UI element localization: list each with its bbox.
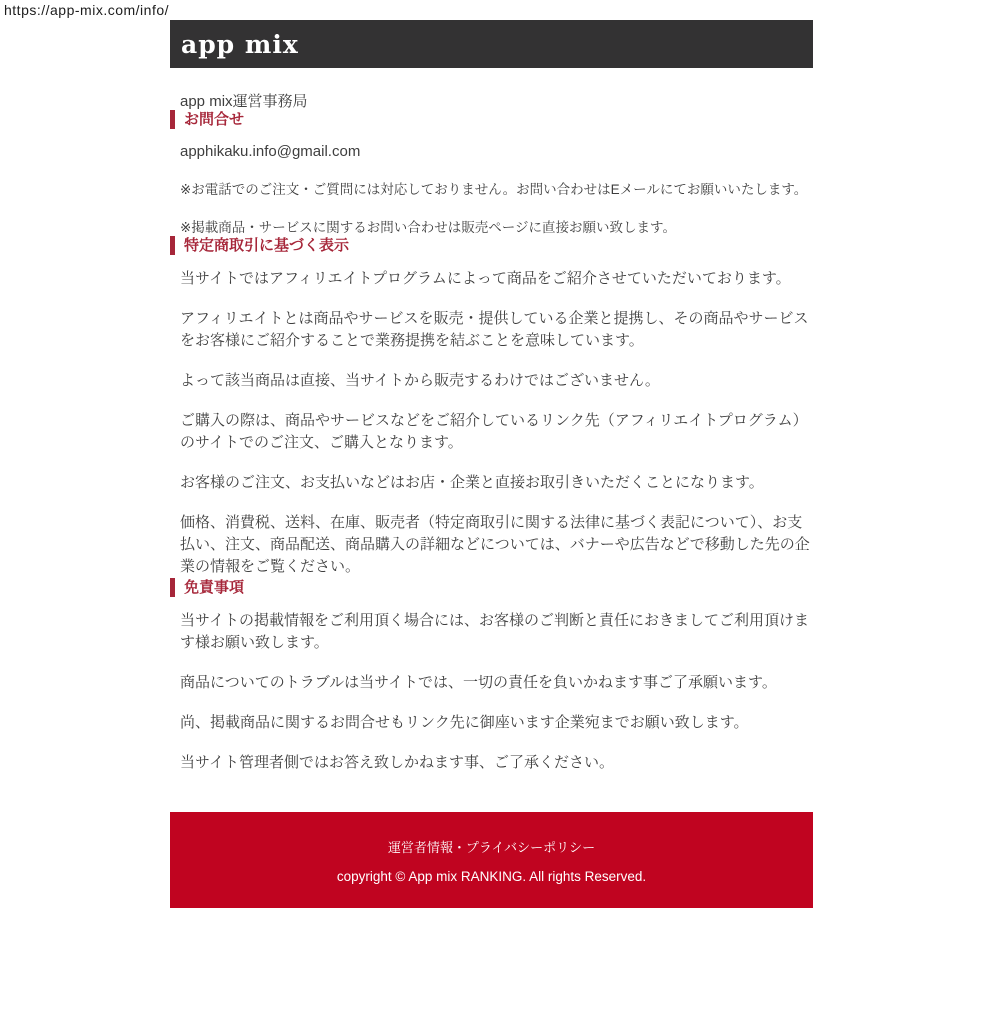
contact-note: ※掲載商品・サービスに関するお問い合わせは販売ページに直接お願い致します。 <box>180 220 676 235</box>
section-tokutei-shotorihiki <box>180 236 813 578</box>
section-disclaimer <box>180 578 813 774</box>
disclaimer-paragraph: 尚、掲載商品に関するお問合せもリンク先に御座います企業宛までお願い致します。 <box>180 714 749 731</box>
section-title-tokutei: 特定商取引に基づく表示 <box>170 236 813 255</box>
tokutei-paragraph: お客様のご注文、お支払いなどはお店・企業と直接お取引きいただくことになります。 <box>180 474 764 491</box>
disclaimer-paragraph: 当サイトの掲載情報をご利用頂く場合には、お客様のご判断と責任におきましてご利用頂けます様お願い致します。 <box>180 612 809 651</box>
contact-note: ※お電話でのご注文・ご質問には対応しておりません。お問い合わせはEメールにてお願いいたします。 <box>180 182 808 197</box>
office-name: app mix運営事務局 <box>180 93 308 110</box>
site-footer <box>170 812 813 908</box>
tokutei-paragraph: 価格、消費税、送料、在庫、販売者（特定商取引に関する法律に基づく表記について）、お支払い、注文、商品配送、商品購入の詳細などについては、バナーや広告などで移動した先の企業の情報をご覧ください。 <box>180 514 810 575</box>
section-title-disclaimer: 免責事項 <box>170 578 813 597</box>
content-container <box>170 0 813 908</box>
page-url-caption: https://app-mix.com/info/ <box>4 2 170 18</box>
footer-copyright: copyright © App mix RANKING. All rights Reserved. <box>336 868 647 884</box>
tokutei-paragraph: 当サイトではアフィリエイトプログラムによって商品をご紹介させていただいております。 <box>180 270 791 287</box>
section-contact <box>180 110 813 236</box>
footer-privacy-link[interactable]: 運営者情報・プライバシーポリシー <box>387 839 596 855</box>
site-header <box>170 20 813 68</box>
contact-email: apphikaku.info@gmail.com <box>180 143 361 160</box>
site-logo[interactable]: app mix <box>181 29 299 59</box>
section-title-contact: お問合せ <box>170 110 813 129</box>
tokutei-paragraph: ご購入の際は、商品やサービスなどをご紹介しているリンク先（アフィリエイトプログラム）のサイトでのご注文、ご購入となります。 <box>180 412 808 451</box>
tokutei-paragraph: よって該当商品は直接、当サイトから販売するわけではございません。 <box>180 372 660 389</box>
disclaimer-paragraph: 商品についてのトラブルは当サイトでは、一切の責任を負いかねます事ご了承願います。 <box>180 674 777 691</box>
tokutei-paragraph: アフィリエイトとは商品やサービスを販売・提供している企業と提携し、その商品やサービスをお客様にご紹介することで業務提携を結ぶことを意味しています。 <box>180 310 809 349</box>
disclaimer-paragraph: 当サイト管理者側ではお答え致しかねます事、ご了承ください。 <box>180 754 614 771</box>
